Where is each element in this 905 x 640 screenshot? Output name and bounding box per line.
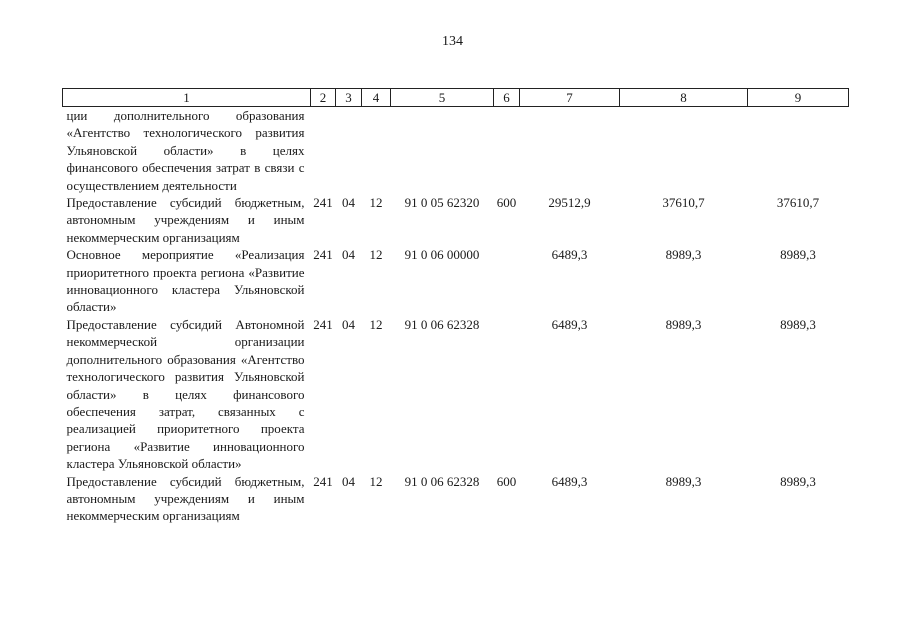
cell-col-9: 8989,3 [780, 316, 816, 332]
cell-name: Основное мероприятие «Реализация приоритетного проекта региона «Развитие инновационного кластера Ульяновской области» [66, 247, 305, 315]
cell-col-6 [494, 316, 520, 473]
header-col-5: 5 [391, 89, 494, 107]
cell-col-7 [520, 107, 620, 195]
cell-col-3: 04 [342, 195, 355, 211]
cell-col-2 [311, 107, 336, 195]
cell-name: Предоставление субсидий Автономной некоммерческой организации дополнительного образования «Агентство технологического развития Ульяновской области» в целях финансового обеспечения затрат, связанных с реализацией приоритетного проекта региона «Развитие инновационного кластера Ульяновской области» [66, 316, 305, 472]
cell-col-3: 04 [342, 247, 355, 263]
cell-col-4 [362, 107, 391, 195]
cell-col-2: 241 [313, 195, 333, 211]
cell-name: ции дополнительного образования «Агентство технологического развития Ульяновской области» в целях финансового обеспечения затрат в связи с осуществлением деятельности [66, 108, 305, 193]
cell-col-8: 8989,3 [665, 316, 702, 332]
cell-col-5: 91 0 05 62320 [404, 195, 480, 211]
header-col-2: 2 [311, 89, 336, 107]
cell-col-8: 37610,7 [662, 195, 705, 211]
header-col-8: 8 [620, 89, 748, 107]
table-header-row [63, 89, 849, 107]
header-col-4: 4 [362, 89, 391, 107]
header-col-7: 7 [520, 89, 620, 107]
table-row [63, 194, 849, 246]
cell-col-6: 600 [496, 195, 517, 211]
cell-col-8: 8989,3 [665, 473, 702, 489]
header-col-1: 1 [63, 89, 311, 107]
cell-col-3: 04 [342, 473, 355, 489]
table-body [63, 107, 849, 525]
cell-col-5 [391, 107, 494, 195]
cell-col-2: 241 [313, 473, 333, 489]
cell-name: Предоставление субсидий бюджетным, автономным учреждениям и иным некоммерческим организациям [66, 473, 305, 524]
cell-name: Предоставление субсидий бюджетным, автономным учреждениям и иным некоммерческим организациям [66, 195, 305, 245]
cell-col-7: 6489,3 [551, 473, 588, 489]
header-col-9: 9 [748, 89, 849, 107]
table-row [63, 107, 849, 195]
cell-col-5: 91 0 06 62328 [404, 473, 480, 489]
cell-col-4: 12 [369, 195, 383, 211]
cell-col-4: 12 [369, 316, 383, 332]
cell-col-9: 37610,7 [776, 195, 820, 211]
cell-col-5: 91 0 06 62328 [404, 316, 480, 332]
cell-col-4: 12 [369, 473, 383, 489]
cell-col-7: 6489,3 [551, 247, 588, 263]
cell-col-3: 04 [342, 316, 355, 332]
header-col-6: 6 [494, 89, 520, 107]
cell-col-9 [748, 107, 849, 195]
cell-col-6 [494, 107, 520, 195]
header-col-3: 3 [336, 89, 362, 107]
cell-col-3 [336, 107, 362, 195]
cell-col-6: 600 [496, 473, 517, 489]
cell-col-9: 8989,3 [780, 247, 816, 263]
cell-col-8: 8989,3 [665, 247, 702, 263]
cell-col-4: 12 [369, 247, 383, 263]
cell-col-7: 6489,3 [551, 316, 588, 332]
table-row [63, 246, 849, 316]
cell-col-6 [494, 246, 520, 316]
cell-col-2: 241 [313, 316, 333, 332]
table-row [63, 473, 849, 525]
cell-col-8 [620, 107, 748, 195]
cell-col-9: 8989,3 [780, 473, 816, 489]
cell-col-2: 241 [313, 247, 333, 263]
cell-col-7: 29512,9 [548, 195, 591, 211]
budget-table [62, 88, 849, 525]
table-row [63, 316, 849, 473]
page-number: 134 [442, 34, 463, 49]
cell-col-5: 91 0 06 00000 [404, 247, 480, 263]
